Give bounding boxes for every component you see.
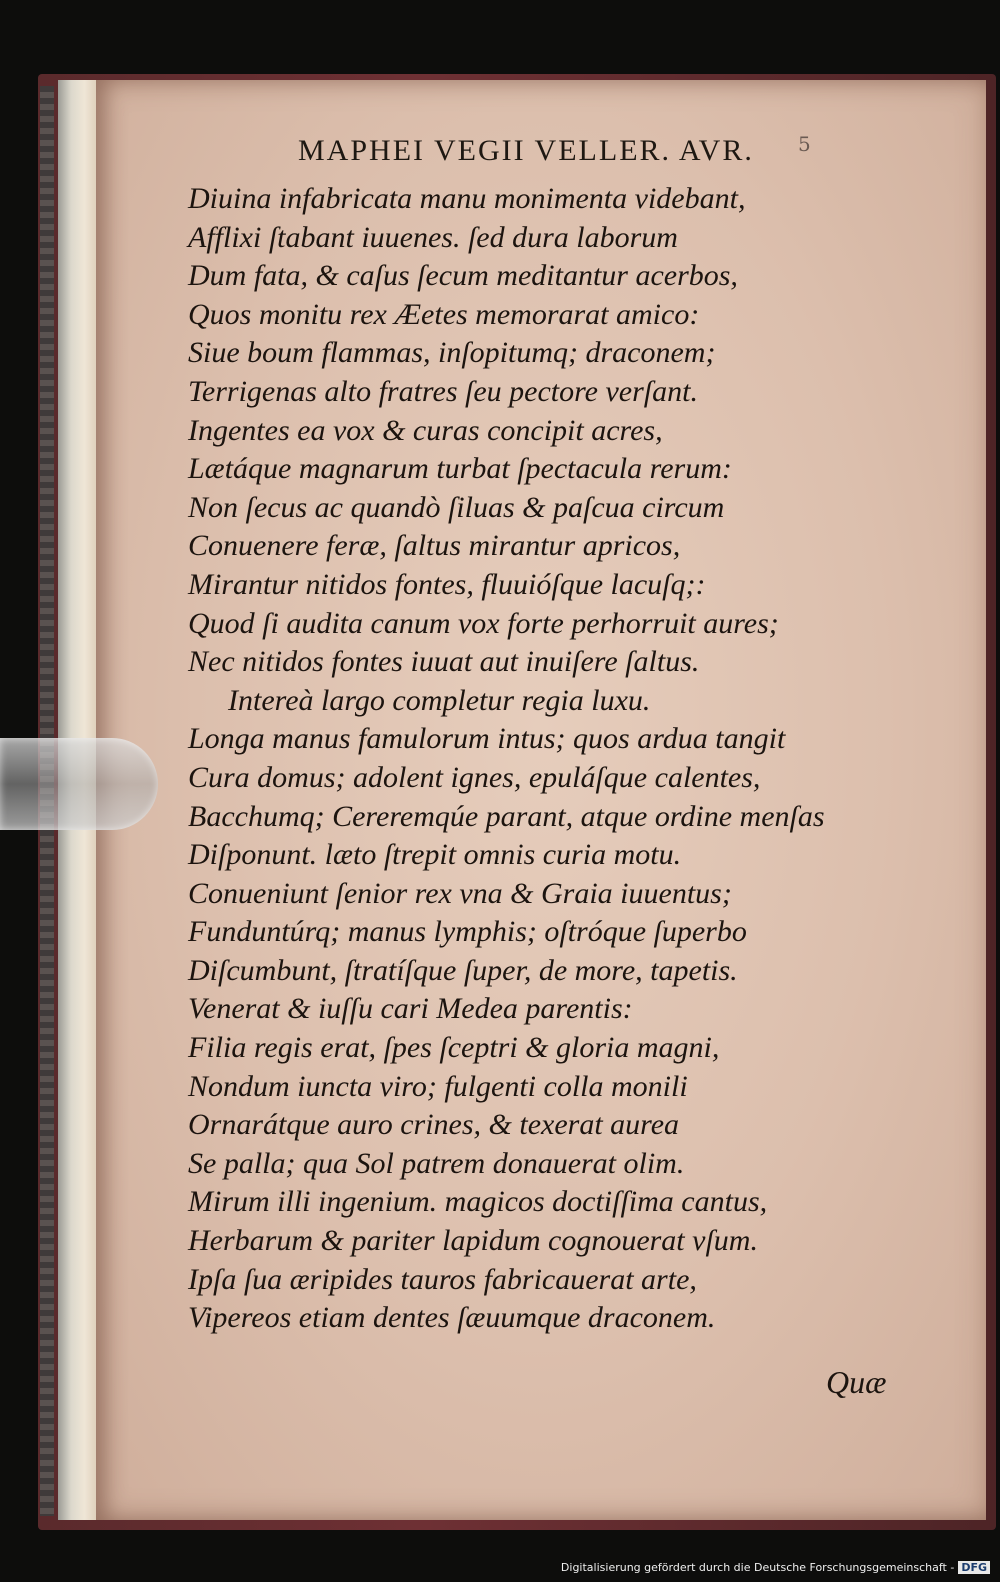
catchword: Quæ xyxy=(826,1364,887,1400)
verse-line: Cura domus; adolent ignes, epuláſque calentes, xyxy=(188,760,761,794)
verse-block xyxy=(188,180,918,1338)
verse-line: Se palla; qua Sol patrem donauerat olim. xyxy=(188,1146,685,1180)
verse-line: Ingentes ea vox & curas concipit acres, xyxy=(188,413,663,447)
verse-line: Mirum illi ingenium. magicos doctiſſima cantus, xyxy=(188,1185,768,1219)
digitization-credit xyxy=(561,1561,990,1574)
verse-line: Bacchumq; Cereremqúe parant, atque ordine menſas xyxy=(188,799,825,833)
verse-line: Dum fata, & caſus ſecum meditantur acerbos, xyxy=(188,259,738,293)
verse-line: Filia regis erat, ſpes ſceptri & gloria magni, xyxy=(188,1031,720,1065)
verse-line: Vipereos etiam dentes ſæuumque draconem. xyxy=(188,1301,716,1335)
verse-line: Nec nitidos fontes iuuat aut inuiſere ſaltus. xyxy=(188,645,700,679)
verse-line: Nondum iuncta viro; fulgenti colla monili xyxy=(188,1069,688,1103)
verse-line-indented: Intereà largo completur regia luxu. xyxy=(228,683,651,717)
verse-line: Diſcumbunt, ſtratíſque ſuper, de more, tapetis. xyxy=(188,953,738,987)
verse-line: Longa manus famulorum intus; quos ardua tangit xyxy=(188,722,786,756)
verse-line: Conuenere feræ, ſaltus mirantur apricos, xyxy=(188,529,681,563)
verse-line: Non ſecus ac quandò ſiluas & paſcua circum xyxy=(188,490,725,524)
verse-line: Ornarátque auro crines, & texerat aurea xyxy=(188,1108,680,1142)
dfg-logo: DFG xyxy=(958,1561,990,1574)
verse-line: Siue boum flammas, inſopitumq; draconem; xyxy=(188,336,716,370)
verse-line: Conueniunt ſenior rex vna & Graia iuuentus; xyxy=(188,876,732,910)
running-head: MAPHEI VEGII VELLER. AVR. xyxy=(298,134,754,167)
verse-line: Herbarum & pariter lapidum cognouerat vſum. xyxy=(188,1224,758,1258)
verse-line: Afflixi ſtabant iuuenes. ſed dura laborum xyxy=(188,220,678,254)
page-number: 5 xyxy=(798,132,811,156)
verse-line: Funduntúrq; manus lymphis; oſtróque ſuperbo xyxy=(188,915,747,949)
verse-line: Diuina infabricata manu monimenta videbant, xyxy=(188,182,746,215)
verse-line: Ipſa ſua æripides tauros fabricauerat arte, xyxy=(188,1262,697,1296)
credit-text: Digitalisierung gefördert durch die Deutsche Forschungsgemeinschaft - xyxy=(560,1561,955,1574)
verse-line: Quod ſi audita canum vox forte perhorruit aures; xyxy=(188,606,779,640)
page-clip xyxy=(0,738,158,830)
verse-line: Lætáque magnarum turbat ſpectacula rerum: xyxy=(188,452,732,486)
verse-line: Venerat & iuſſu cari Medea parentis: xyxy=(188,992,633,1026)
verse-line: Terrigenas alto fratres ſeu pectore verſant. xyxy=(188,374,698,408)
verse-line: Mirantur nitidos fontes, fluuióſque lacuſq;: xyxy=(188,567,706,601)
verse-line: Quos monitu rex Æetes memorarat amico: xyxy=(188,297,700,331)
verse-line: Diſponunt. læto ſtrepit omnis curia motu. xyxy=(188,838,682,872)
